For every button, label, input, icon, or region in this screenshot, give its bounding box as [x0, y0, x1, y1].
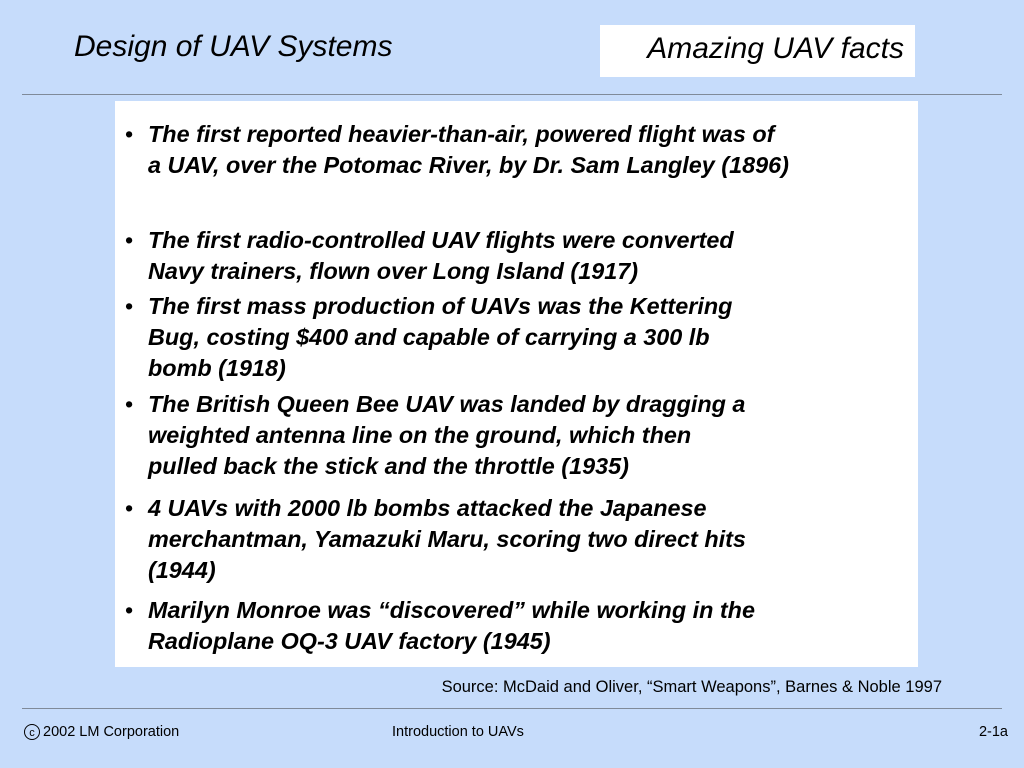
bullet-item: [125, 595, 925, 657]
bullet-item: [125, 119, 925, 181]
copyright-text: 2002 LM Corporation: [43, 724, 180, 740]
bullet-text: [148, 225, 908, 287]
header-divider: [22, 94, 1002, 95]
bullet-text: [148, 119, 908, 181]
footer-course-title: Introduction to UAVs: [392, 724, 524, 740]
bullet-line: The first radio-controlled UAV flights were converted: [148, 227, 734, 253]
slide-title: Design of UAV Systems: [74, 30, 393, 63]
bullet-item: [125, 389, 925, 482]
copyright-icon: c: [24, 724, 40, 740]
bullet-line: 4 UAVs with 2000 lb bombs attacked the Japanese: [148, 495, 707, 521]
bullet-text: [148, 595, 908, 657]
footer-divider: [22, 708, 1002, 709]
bullet-marker: •: [125, 391, 134, 417]
source-citation: Source: McDaid and Oliver, “Smart Weapons”, Barnes & Noble 1997: [441, 678, 942, 696]
bullet-item: [125, 493, 925, 586]
bullet-line: Navy trainers, flown over Long Island (1917): [148, 258, 639, 284]
bullet-line: The British Queen Bee UAV was landed by dragging a: [148, 391, 746, 417]
bullet-line: Bug, costing $400 and capable of carrying a 300 lb: [148, 324, 710, 350]
bullet-text: [148, 493, 908, 586]
bullet-line: pulled back the stick and the throttle (1935): [148, 453, 629, 479]
bullet-marker: •: [125, 495, 134, 521]
bullet-line: Radioplane OQ-3 UAV factory (1945): [148, 628, 551, 654]
bullet-marker: •: [125, 597, 134, 623]
bullet-item: [125, 291, 925, 384]
bullet-line: bomb (1918): [148, 355, 286, 381]
bullet-marker: •: [125, 293, 134, 319]
bullet-line: (1944): [148, 557, 216, 583]
bullet-text: [148, 291, 908, 384]
facts-panel: [115, 101, 918, 667]
slide-subtitle: Amazing UAV facts: [647, 32, 904, 65]
subtitle-box: [600, 25, 915, 77]
bullet-line: a UAV, over the Potomac River, by Dr. Sam Langley (1896): [148, 152, 789, 178]
bullet-text: [148, 389, 908, 482]
bullet-item: [125, 225, 925, 287]
bullet-line: Marilyn Monroe was “discovered” while working in the: [148, 597, 755, 623]
bullet-marker: •: [125, 227, 134, 253]
bullet-marker: •: [125, 121, 134, 147]
footer-page-number: 2-1a: [978, 724, 1008, 740]
bullet-line: The first reported heavier-than-air, powered flight was of: [148, 121, 775, 147]
bullet-line: weighted antenna line on the ground, which then: [148, 422, 692, 448]
bullet-line: merchantman, Yamazuki Maru, scoring two direct hits: [148, 526, 746, 552]
footer-copyright: [24, 724, 179, 740]
bullet-line: The first mass production of UAVs was the Kettering: [148, 293, 733, 319]
